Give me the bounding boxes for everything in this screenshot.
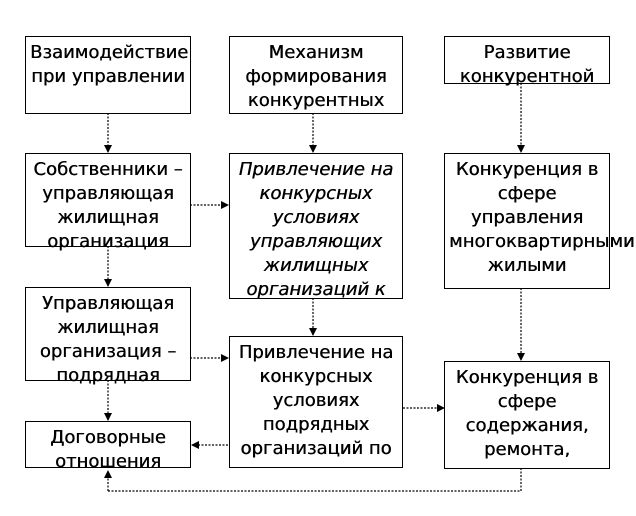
- box-contracts: [25, 421, 191, 472]
- box-owners-company: [25, 153, 191, 252]
- box-owners-company-text: Собственники – управляющая жилищная организация: [33, 159, 183, 252]
- feedback-loop-line: [108, 468, 521, 491]
- box-competition-management-text: Конкуренция в сфере управления многоквартирными жилыми: [449, 159, 635, 276]
- box-mechanism: [229, 36, 403, 114]
- box-interaction-text: Взаимодействие при управлении: [30, 42, 189, 87]
- box-development: [444, 36, 610, 87]
- box-attract-contractors-text: Привлечение на конкурсных условиях подрядных организаций по: [238, 342, 394, 459]
- box-attract-managing: [229, 153, 403, 299]
- box-competition-maintenance-text: Конкуренция в сфере содержания, ремонта,: [455, 367, 599, 460]
- box-competition-management: [444, 153, 635, 289]
- box-attract-managing-text: Привлечение на конкурсных условиях управляющих жилищных организаций к: [238, 159, 394, 300]
- box-company-contractor: [25, 287, 191, 386]
- box-mechanism-text: Механизм формирования конкурентных: [245, 42, 387, 111]
- box-contracts-text: Договорные отношения: [50, 427, 166, 472]
- box-development-text: Развитие конкурентной: [459, 42, 595, 87]
- box-interaction: [25, 36, 191, 114]
- box-attract-contractors: [229, 336, 403, 468]
- box-company-contractor-text: Управляющая жилищная организация – подрядная: [39, 293, 177, 386]
- box-competition-maintenance: [444, 361, 610, 469]
